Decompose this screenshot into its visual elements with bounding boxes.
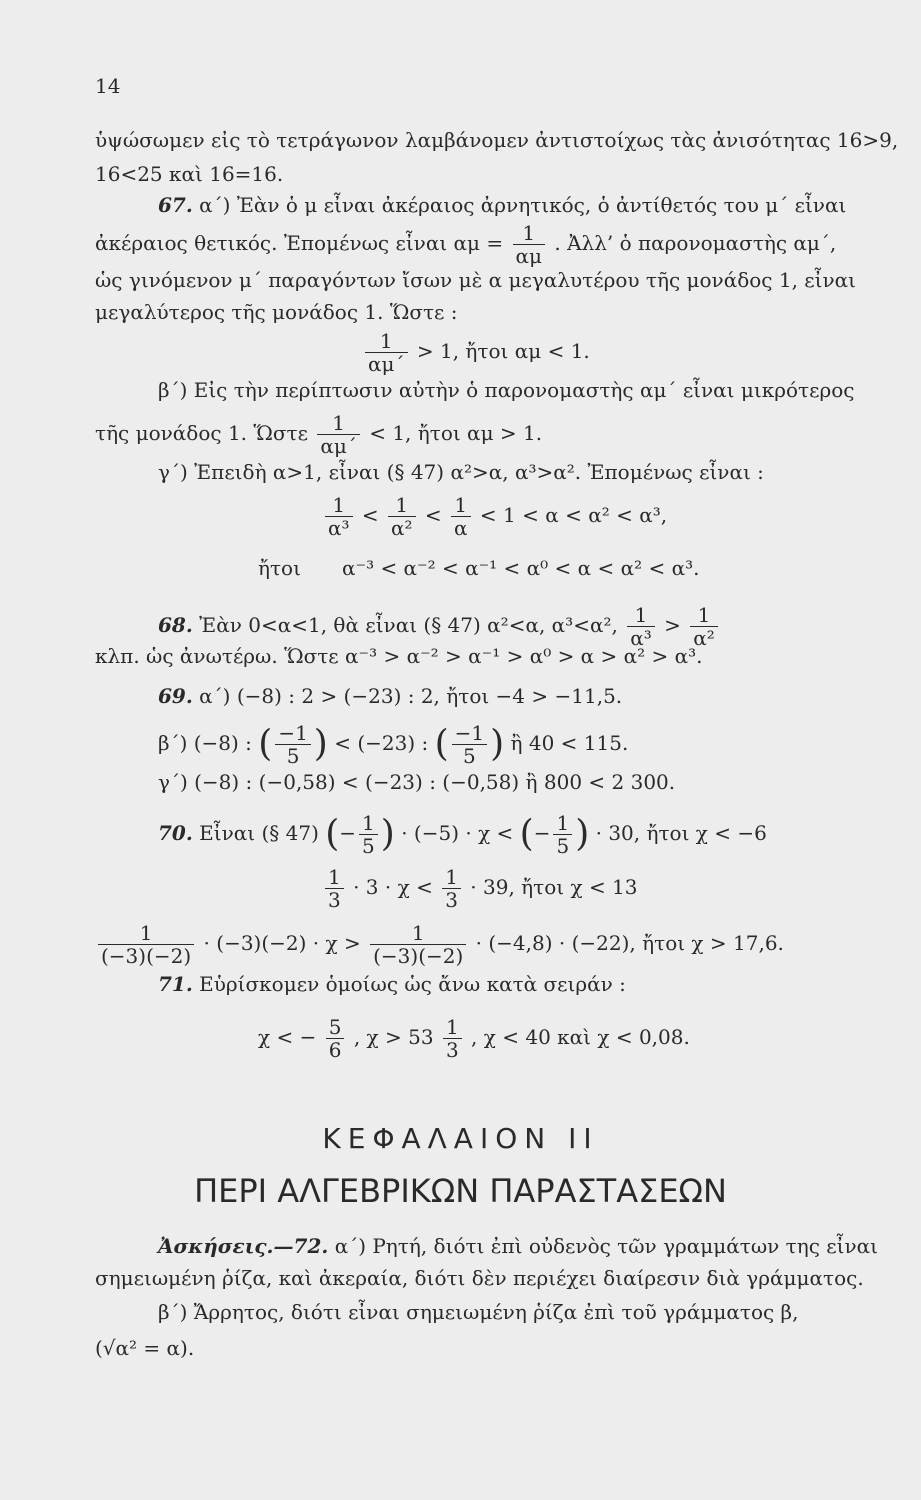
text: > <box>664 613 681 637</box>
numerator: 1 <box>442 866 461 889</box>
text: · 3 · χ < <box>353 875 433 899</box>
fraction <box>317 412 360 457</box>
exercises-label: Ἀσκήσεις.— <box>158 1234 294 1258</box>
fraction <box>553 812 572 857</box>
text: Ἐὰν 0<α<1, θὰ εἶναι (§ 47) α²<α, α³<α², <box>199 613 618 637</box>
text-line: κλπ. ὡς ἀνωτέρω. Ὥστε α⁻³ > α⁻² > α⁻¹ > α⁰ > α > α² > α³. <box>95 644 703 668</box>
numerator: −1 <box>452 722 487 745</box>
text: − <box>339 821 357 845</box>
numerator: 1 <box>513 222 546 245</box>
text-line <box>158 722 628 767</box>
text-line <box>95 412 542 457</box>
text-line <box>158 812 767 857</box>
text: α΄) (−8) : 2 > (−23) : 2, ἤτοι −4 > −11,5. <box>199 684 623 708</box>
fraction <box>513 222 546 267</box>
text-line: (√α² = α). <box>95 1336 195 1360</box>
denominator: 5 <box>556 834 570 858</box>
denominator: α³ <box>328 516 350 540</box>
text-line: 16<25 καὶ 16=16. <box>95 162 284 186</box>
text-line <box>158 193 846 217</box>
text: − <box>533 821 551 845</box>
paren: ) <box>575 813 590 855</box>
denominator: (−3)(−2) <box>373 944 464 968</box>
numerator: 1 <box>365 330 408 353</box>
fraction <box>443 1016 462 1061</box>
text-line <box>322 866 638 911</box>
text: · (−4,8) · (−22), ἤτοι χ > 17,6. <box>475 931 784 955</box>
fraction <box>627 604 655 649</box>
text-line <box>322 494 667 539</box>
fraction <box>365 330 408 375</box>
denominator: αμ΄ <box>368 352 405 376</box>
denominator: α² <box>391 516 413 540</box>
fraction <box>325 866 344 911</box>
text-line: α⁻³ < α⁻² < α⁻¹ < α⁰ < α < α² < α³. <box>342 556 700 580</box>
text: < <box>361 503 379 527</box>
denominator: 5 <box>362 834 375 858</box>
text: < 1, ἤτοι αμ > 1. <box>369 421 543 445</box>
paren: ) <box>313 723 328 765</box>
text-line: γ΄) Ἐπειδὴ α>1, εἶναι (§ 47) α²>α, α³>α². Ἐπομένως εἶναι : <box>158 460 764 484</box>
text-line: β΄) Εἰς τὴν περίπτωσιν αὐτὴν ὁ παρονομαστὴς αμ΄ εἶναι μικρότερος <box>158 378 855 402</box>
denominator: 3 <box>445 1038 459 1062</box>
text: α΄) Ρητή, διότι ἐπὶ οὐδενὸς τῶν γραμμάτων της εἶναι <box>334 1234 878 1258</box>
denominator: 3 <box>328 888 341 912</box>
fraction <box>690 604 718 649</box>
text: Εἶναι (§ 47) <box>199 821 319 845</box>
paren: ) <box>380 813 395 855</box>
text-line: ὡς γινόμενον μ΄ παραγόντων ἴσων μὲ α μεγαλυτέρου τῆς μονάδος 1, εἶναι <box>95 268 857 292</box>
denominator: 5 <box>286 744 300 768</box>
text: < (−23) : <box>334 731 429 755</box>
page-number: 14 <box>95 74 121 98</box>
exercise-number: 71. <box>158 972 193 996</box>
paren: ( <box>519 813 534 855</box>
text: τῆς μονάδος 1. Ὥστε <box>95 421 308 445</box>
paren: ( <box>258 723 273 765</box>
fraction <box>98 922 194 967</box>
text-line <box>158 1234 878 1258</box>
text: ἢ 40 < 115. <box>510 731 629 755</box>
exercise-number: 68. <box>158 613 193 637</box>
numerator: 1 <box>98 922 194 945</box>
numerator: 1 <box>627 604 655 627</box>
denominator: 3 <box>445 888 458 912</box>
chapter-number: ΚΕΦΑΛΑΙΟΝ ΙΙ <box>322 1122 599 1155</box>
numerator: 5 <box>326 1016 345 1039</box>
text-line <box>362 330 590 375</box>
text-line: μεγαλύτερος τῆς μονάδος 1. Ὥστε : <box>95 300 458 324</box>
text-line <box>158 684 622 708</box>
fraction <box>442 866 461 911</box>
text: ἀκέραιος θετικός. Ἐπομένως εἶναι αμ = <box>95 231 504 255</box>
fraction <box>370 922 466 967</box>
numerator: −1 <box>275 722 310 745</box>
text: . Ἀλλ’ ὁ παρονομαστὴς αμ΄, <box>554 231 837 255</box>
fraction <box>452 722 487 767</box>
text-line: ὑψώσωμεν εἰς τὸ τετράγωνον λαμβάνομεν ἀντιστοίχως τὰς ἀνισότητας 16>9, <box>95 128 899 152</box>
text-line: γ΄) (−8) : (−0,58) < (−23) : (−0,58) ἢ 800 < 2 300. <box>158 770 676 794</box>
numerator: 1 <box>317 412 360 435</box>
paren: ( <box>325 813 340 855</box>
text: χ < − <box>258 1025 317 1049</box>
chapter-title: ΠΕΡΙ ΑΛΓΕΒΡΙΚΩΝ ΠΑΡΑΣΤΑΣΕΩΝ <box>194 1172 727 1210</box>
numerator: 1 <box>388 494 416 517</box>
fraction <box>326 1016 345 1061</box>
fraction <box>325 494 353 539</box>
denominator: αμ΄ <box>320 434 357 458</box>
text: · 39, ἤτοι χ < 13 <box>470 875 638 899</box>
paren: ( <box>434 723 449 765</box>
numerator: 1 <box>690 604 718 627</box>
text-line <box>158 604 721 649</box>
text: β΄) (−8) : <box>158 731 252 755</box>
text-line <box>95 222 836 267</box>
denominator: 6 <box>328 1038 342 1062</box>
text-line <box>258 1016 690 1061</box>
denominator: αμ <box>515 244 543 268</box>
text-line <box>95 922 784 967</box>
denominator: α³ <box>630 626 652 650</box>
paren: ) <box>490 723 505 765</box>
text: > 1, ἤτοι αμ < 1. <box>416 339 590 363</box>
text: < 1 < α < α² < α³, <box>479 503 668 527</box>
text: < <box>424 503 442 527</box>
text: , χ < 40 καὶ χ < 0,08. <box>471 1025 690 1049</box>
denominator: (−3)(−2) <box>101 944 192 968</box>
numerator: 1 <box>553 812 572 835</box>
numerator: 1 <box>325 494 353 517</box>
text-line: ἤτοι <box>258 556 301 580</box>
text: α΄) Ἐὰν ὁ μ εἶναι ἀκέραιος ἀρνητικός, ὁ ἀντίθετός του μ΄ εἶναι <box>199 193 847 217</box>
numerator: 1 <box>370 922 466 945</box>
denominator: α <box>454 516 468 540</box>
exercise-number: 67. <box>158 193 193 217</box>
fraction <box>388 494 416 539</box>
numerator: 1 <box>325 866 344 889</box>
text: · (−5) · χ < <box>401 821 514 845</box>
numerator: 1 <box>359 812 378 835</box>
fraction <box>359 812 378 857</box>
numerator: 1 <box>443 1016 462 1039</box>
exercise-number: 72. <box>293 1234 329 1258</box>
text-line <box>158 972 626 996</box>
denominator: 5 <box>463 744 476 768</box>
text: · 30, ἤτοι χ < −6 <box>595 821 767 845</box>
text: Εὑρίσκομεν ὁμοίως ὡς ἄνω κατὰ σειράν : <box>199 972 626 996</box>
text-line: β΄) Ἄρρητος, διότι εἶναι σημειωμένη ῥίζα ἐπὶ τοῦ γράμματος β, <box>158 1300 799 1324</box>
fraction <box>451 494 471 539</box>
text: , χ > 53 <box>353 1025 434 1049</box>
numerator: 1 <box>451 494 471 517</box>
fraction <box>275 722 310 767</box>
exercise-number: 69. <box>158 684 193 708</box>
denominator: α² <box>693 626 715 650</box>
exercise-number: 70. <box>158 821 193 845</box>
text: · (−3)(−2) · χ > <box>203 931 361 955</box>
text-line: σημειωμένη ῥίζα, καὶ ἀκεραία, διότι δὲν περιέχει διαίρεσιν διὰ γράμματος. <box>95 1266 864 1290</box>
